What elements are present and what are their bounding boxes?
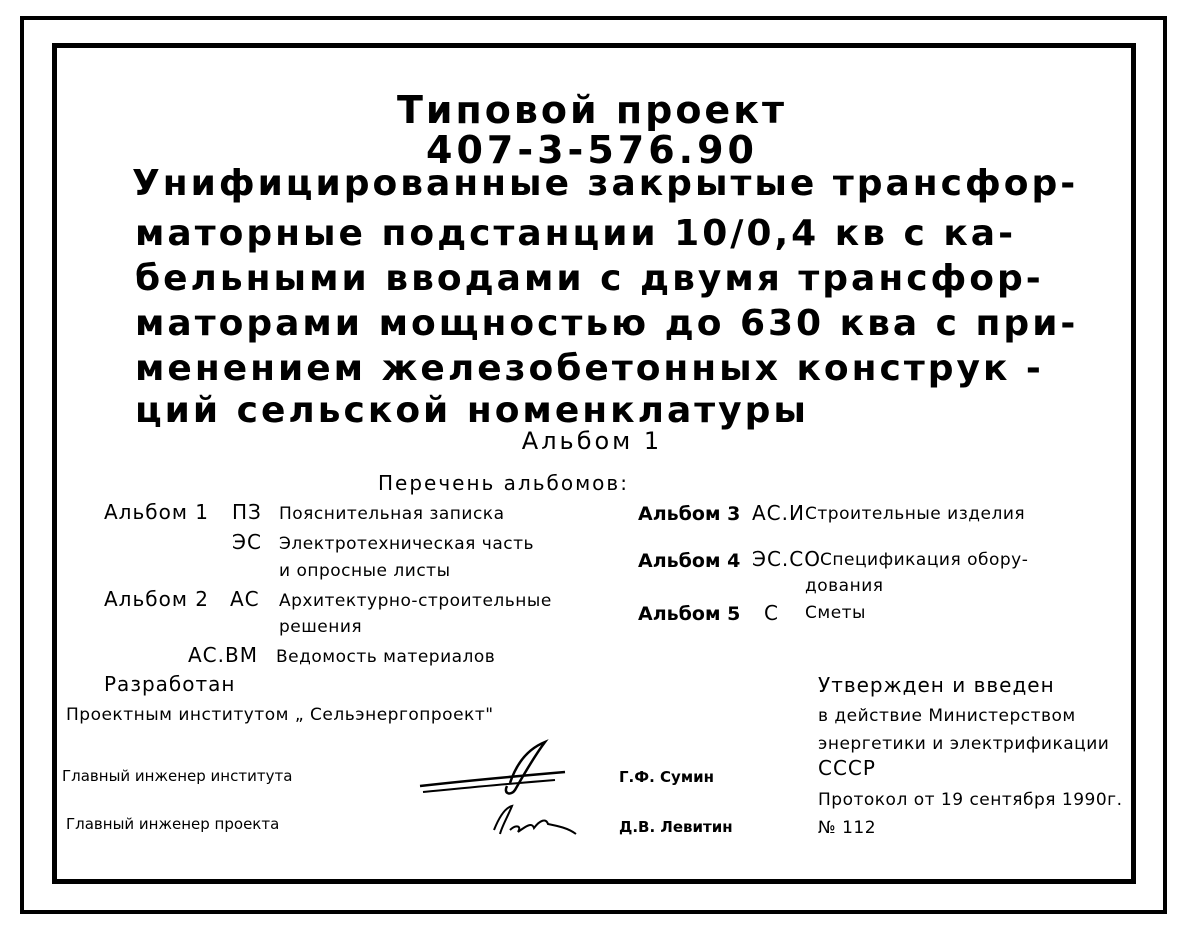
album-label: Альбом 4 xyxy=(638,550,741,572)
signature-sumin xyxy=(415,738,575,798)
albums-list-title: Перечень альбомов: xyxy=(378,471,629,495)
project-heading: Типовой проект xyxy=(396,88,788,132)
album-code: С xyxy=(764,601,779,625)
album-text: дования xyxy=(805,576,884,596)
project-number: 407-3-576.90 xyxy=(426,128,758,172)
album-text: Архитектурно-строительные xyxy=(279,591,552,611)
album-text: и опросные листы xyxy=(279,561,451,581)
approval-protocol-number: № 112 xyxy=(818,818,877,838)
album-code: ПЗ xyxy=(232,500,262,524)
description-line: ций сельской номенклатуры xyxy=(135,390,809,431)
album-text: Сметы xyxy=(805,603,866,623)
current-album: Альбом 1 xyxy=(521,427,663,455)
album-label: Альбом 1 xyxy=(104,500,209,524)
album-text: Пояснительная записка xyxy=(279,504,505,524)
album-label: Альбом 3 xyxy=(638,503,741,525)
signature-role: Главный инженер проекта xyxy=(66,815,280,833)
signature-levitin xyxy=(488,800,583,842)
approval-line: энергетики и электрификации xyxy=(818,734,1110,754)
album-label: Альбом 5 xyxy=(638,603,741,625)
album-text: Электротехническая часть xyxy=(279,534,535,554)
approval-line: Протокол от 19 сентября 1990г. xyxy=(818,790,1123,810)
signature-name: Г.Ф. Сумин xyxy=(619,768,714,786)
signature-name: Д.В. Левитин xyxy=(619,818,733,836)
developer-institute: Проектным институтом „ Сельэнергопроект" xyxy=(66,705,494,725)
album-text: решения xyxy=(279,617,363,637)
description-line: менением железобетонных конструк - xyxy=(135,348,1044,389)
album-code: АС.ВМ xyxy=(188,643,258,667)
description-line: маторные подстанции 10/0,4 кв с ка- xyxy=(135,213,1017,254)
approval-line: СССР xyxy=(818,756,876,780)
album-text: Строительные изделия xyxy=(805,504,1026,524)
album-code: ЭС xyxy=(232,530,262,554)
album-label: Альбом 2 xyxy=(104,587,209,611)
album-text: Ведомость материалов xyxy=(276,647,496,667)
approval-line: Утвержден и введен xyxy=(818,673,1055,697)
approval-line: в действие Министерством xyxy=(818,706,1076,726)
developer-label: Разработан xyxy=(104,672,236,696)
description-line: маторами мощностью до 630 ква с при- xyxy=(135,303,1079,344)
album-code: ЭС.СО xyxy=(752,547,821,571)
album-code: АС.И xyxy=(752,501,805,525)
album-text: Спецификация обору- xyxy=(820,550,1029,570)
description-line: Унифицированные закрытые трансфор- xyxy=(132,163,1079,204)
signature-role: Главный инженер института xyxy=(62,767,293,785)
album-code: АС xyxy=(230,587,260,611)
description-line: бельными вводами с двумя трансфор- xyxy=(135,258,1044,299)
